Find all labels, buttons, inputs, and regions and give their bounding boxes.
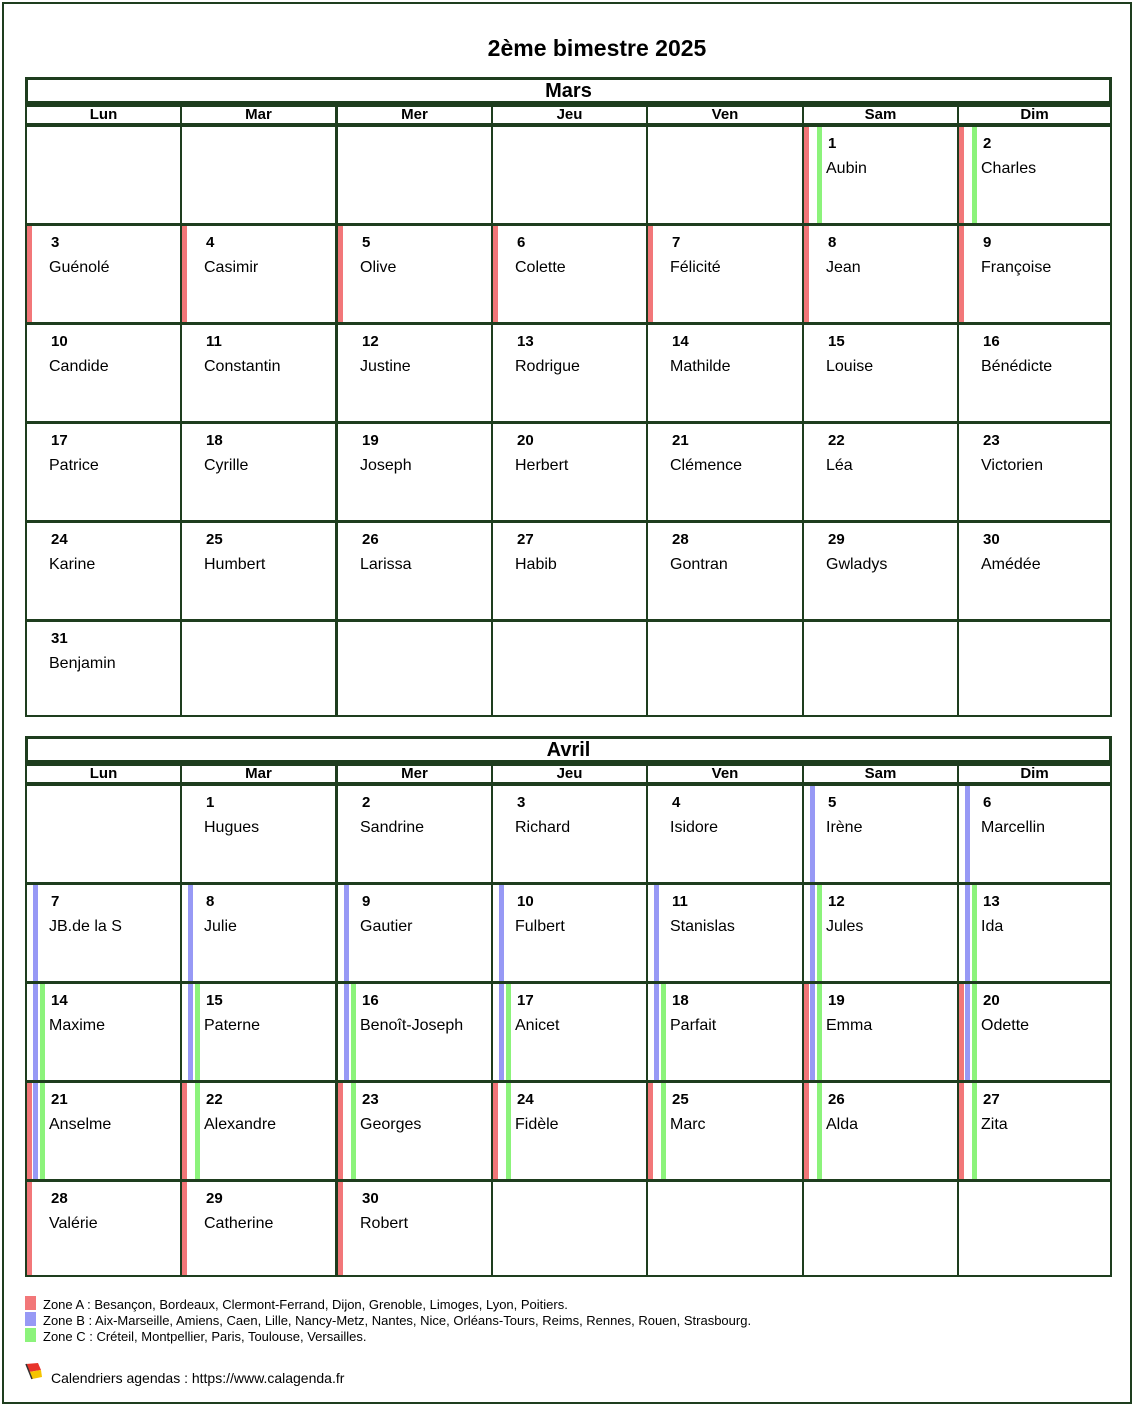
month-block-1 [25, 736, 1112, 1277]
day-cell [802, 224, 959, 324]
day-cell [491, 784, 648, 884]
zone-a-holiday-bar [493, 1083, 498, 1179]
day-number: 2 [983, 135, 992, 152]
day-cell [802, 883, 959, 983]
day-cell [180, 1180, 337, 1277]
empty-cell [646, 125, 804, 225]
zone-a-swatch [25, 1296, 36, 1310]
zone-c-holiday-bar [351, 1083, 356, 1179]
saint-name: Gautier [360, 918, 413, 935]
day-number: 21 [672, 432, 689, 449]
zone-a-holiday-bar [648, 1083, 653, 1179]
day-number: 28 [672, 531, 689, 548]
zone-b-holiday-bar [499, 885, 504, 981]
empty-cell [25, 125, 182, 225]
month-title: Mars [25, 77, 1112, 104]
zone-a-holiday-bar [338, 226, 343, 322]
day-number: 30 [362, 1190, 379, 1207]
zone-b-holiday-bar [188, 984, 193, 1080]
day-cell [646, 422, 804, 522]
saint-name: Valérie [49, 1215, 98, 1232]
saint-name: Mathilde [670, 358, 731, 375]
day-number: 9 [983, 234, 992, 251]
day-number: 23 [983, 432, 1000, 449]
saint-name: Ida [981, 918, 1004, 935]
zone-a-holiday-bar [182, 226, 187, 322]
day-cell [646, 323, 804, 423]
day-cell [25, 1180, 182, 1277]
day-cell [957, 422, 1112, 522]
zone-c-holiday-bar [817, 127, 822, 223]
day-number: 27 [517, 531, 534, 548]
saint-name: Julie [204, 918, 237, 935]
day-cell [802, 125, 959, 225]
day-cell [646, 784, 804, 884]
day-number: 10 [51, 333, 68, 350]
saint-name: JB.de la S [49, 918, 122, 935]
empty-cell [25, 784, 182, 884]
day-cell [180, 224, 337, 324]
day-number: 19 [362, 432, 379, 449]
empty-cell [646, 1180, 804, 1277]
day-cell [802, 784, 959, 884]
zone-b-holiday-bar [33, 1083, 38, 1179]
day-number: 19 [828, 992, 845, 1009]
day-number: 26 [362, 531, 379, 548]
day-header: Mer [336, 763, 493, 784]
day-number: 21 [51, 1091, 68, 1108]
day-number: 4 [206, 234, 215, 251]
zone-c-holiday-bar [972, 127, 977, 223]
empty-cell [646, 620, 804, 717]
day-cell [646, 521, 804, 621]
zone-a-holiday-bar [959, 984, 964, 1080]
page-title: 2ème bimestre 2025 [487, 35, 707, 61]
day-cell [180, 784, 337, 884]
zone-b-holiday-bar [33, 885, 38, 981]
saint-name: Richard [515, 819, 571, 836]
day-number: 11 [206, 333, 222, 350]
day-number: 20 [983, 992, 1000, 1009]
zone-c-holiday-bar [972, 885, 977, 981]
day-cell [957, 224, 1112, 324]
day-cell [336, 323, 493, 423]
empty-cell [802, 620, 959, 717]
saint-name: Fulbert [515, 918, 565, 935]
saint-name: Casimir [204, 259, 259, 276]
day-number: 6 [983, 794, 992, 811]
calagenda-logo-icon [25, 1362, 43, 1380]
saint-name: Alexandre [204, 1116, 277, 1133]
day-number: 15 [828, 333, 845, 350]
footer-text: Calendriers agendas : https://www.calagenda.fr [51, 1370, 345, 1386]
zone-c-holiday-bar [195, 984, 200, 1080]
day-number: 8 [206, 893, 215, 910]
legend-text: Zone B : Aix-Marseille, Amiens, Caen, Lille, Nancy-Metz, Nantes, Nice, Orléans-Tours, Reims, Rennes, Rouen, Strasbourg. [43, 1313, 752, 1328]
day-header: Lun [25, 104, 182, 125]
saint-name: Anicet [515, 1017, 560, 1034]
saint-name: Stanislas [670, 918, 735, 935]
day-cell [336, 422, 493, 522]
day-number: 15 [206, 992, 223, 1009]
day-cell [180, 1081, 337, 1181]
day-number: 29 [206, 1190, 223, 1207]
day-cell [25, 620, 182, 717]
day-number: 11 [672, 893, 688, 910]
empty-cell [491, 620, 648, 717]
day-number: 1 [206, 794, 215, 811]
day-cell [491, 323, 648, 423]
saint-name: Amédée [981, 556, 1041, 573]
saint-name: Maxime [49, 1017, 106, 1034]
saint-name: Gontran [670, 556, 728, 573]
day-number: 16 [362, 992, 379, 1009]
day-cell [957, 784, 1112, 884]
day-cell [25, 323, 182, 423]
saint-name: Herbert [515, 457, 569, 474]
zone-b-holiday-bar [499, 984, 504, 1080]
day-cell [802, 1081, 959, 1181]
saint-name: Georges [360, 1116, 422, 1133]
day-number: 31 [51, 630, 68, 647]
zone-a-holiday-bar [804, 226, 809, 322]
saint-name: Karine [49, 556, 96, 573]
day-number: 13 [983, 893, 1000, 910]
saint-name: Patrice [49, 457, 99, 474]
zone-c-holiday-bar [817, 1083, 822, 1179]
saint-name: Benoît-Joseph [360, 1017, 464, 1034]
empty-cell [491, 125, 648, 225]
empty-cell [957, 1180, 1112, 1277]
month-block-0 [25, 77, 1112, 717]
day-number: 5 [362, 234, 371, 251]
zone-c-holiday-bar [40, 1083, 45, 1179]
day-number: 13 [517, 333, 534, 350]
day-number: 22 [828, 432, 845, 449]
day-number: 2 [362, 794, 371, 811]
saint-name: Robert [360, 1215, 409, 1232]
day-cell [957, 982, 1112, 1082]
zone-b-holiday-bar [965, 984, 970, 1080]
saint-name: Catherine [204, 1215, 274, 1232]
day-cell [25, 883, 182, 983]
day-cell [336, 1180, 493, 1277]
zone-b-holiday-bar [654, 885, 659, 981]
day-cell [646, 883, 804, 983]
day-number: 30 [983, 531, 1000, 548]
saint-name: Fidèle [515, 1116, 559, 1133]
saint-name: Hugues [204, 819, 260, 836]
day-cell [802, 422, 959, 522]
day-number: 25 [206, 531, 223, 548]
day-header: Mer [336, 104, 493, 125]
saint-name: Justine [360, 358, 411, 375]
day-header: Ven [646, 763, 804, 784]
day-cell [336, 521, 493, 621]
saint-name: Paterne [204, 1017, 261, 1034]
zone-a-holiday-bar [959, 226, 964, 322]
day-cell [646, 982, 804, 1082]
zone-c-holiday-bar [351, 984, 356, 1080]
day-number: 3 [51, 234, 60, 251]
saint-name: Benjamin [49, 655, 116, 672]
saint-name: Marcellin [981, 819, 1046, 836]
day-number: 27 [983, 1091, 1000, 1108]
day-number: 18 [672, 992, 689, 1009]
zone-c-holiday-bar [506, 1083, 511, 1179]
day-number: 29 [828, 531, 845, 548]
day-cell [491, 982, 648, 1082]
empty-cell [957, 620, 1112, 717]
day-cell [25, 1081, 182, 1181]
zone-b-holiday-bar [965, 885, 970, 981]
day-number: 25 [672, 1091, 689, 1108]
day-cell [180, 422, 337, 522]
day-cell [336, 982, 493, 1082]
saint-name: Jules [826, 918, 864, 935]
saint-name: Guénolé [49, 259, 110, 276]
day-header: Jeu [491, 763, 648, 784]
saint-name: Constantin [204, 358, 281, 375]
zone-a-holiday-bar [338, 1182, 343, 1275]
day-cell [957, 883, 1112, 983]
day-cell [646, 224, 804, 324]
zone-b-holiday-bar [344, 984, 349, 1080]
zone-a-holiday-bar [27, 1083, 32, 1179]
day-number: 6 [517, 234, 526, 251]
zone-a-holiday-bar [804, 1083, 809, 1179]
day-cell [180, 883, 337, 983]
month-title: Avril [25, 736, 1112, 763]
day-number: 7 [51, 893, 60, 910]
saint-name: Bénédicte [981, 358, 1053, 375]
day-cell [336, 784, 493, 884]
empty-cell [802, 1180, 959, 1277]
saint-name: Félicité [670, 259, 721, 276]
zone-c-holiday-bar [972, 984, 977, 1080]
saint-name: Irène [826, 819, 863, 836]
zone-a-holiday-bar [804, 127, 809, 223]
empty-cell [336, 620, 493, 717]
day-cell [491, 521, 648, 621]
saint-name: Alda [826, 1116, 859, 1133]
zone-a-holiday-bar [27, 226, 32, 322]
day-number: 26 [828, 1091, 845, 1108]
day-cell [957, 323, 1112, 423]
saint-name: Clémence [670, 457, 743, 474]
day-cell [25, 982, 182, 1082]
day-number: 14 [672, 333, 689, 350]
saint-name: Olive [360, 259, 397, 276]
legend-text: Zone A : Besançon, Bordeaux, Clermont-Ferrand, Dijon, Grenoble, Limoges, Lyon, Poitiers. [43, 1297, 568, 1312]
saint-name: Rodrigue [515, 358, 580, 375]
day-header: Mar [180, 104, 337, 125]
day-cell [802, 982, 959, 1082]
empty-cell [491, 1180, 648, 1277]
zone-c-holiday-bar [40, 984, 45, 1080]
zone-a-holiday-bar [648, 226, 653, 322]
day-number: 17 [51, 432, 68, 449]
zone-a-holiday-bar [27, 1182, 32, 1275]
day-header: Dim [957, 104, 1112, 125]
saint-name: Isidore [670, 819, 719, 836]
day-number: 5 [828, 794, 837, 811]
zone-c-holiday-bar [661, 984, 666, 1080]
saint-name: Gwladys [826, 556, 888, 573]
saint-name: Parfait [670, 1017, 717, 1034]
empty-cell [180, 125, 337, 225]
zone-c-holiday-bar [661, 1083, 666, 1179]
day-cell [957, 1081, 1112, 1181]
legend-text: Zone C : Créteil, Montpellier, Paris, Toulouse, Versailles. [43, 1329, 367, 1344]
day-cell [957, 125, 1112, 225]
saint-name: Sandrine [360, 819, 425, 836]
saint-name: Jean [826, 259, 861, 276]
day-header: Mar [180, 763, 337, 784]
saint-name: Odette [981, 1017, 1030, 1034]
saint-name: Aubin [826, 160, 867, 177]
day-number: 10 [517, 893, 534, 910]
saint-name: Anselme [49, 1116, 112, 1133]
day-number: 23 [362, 1091, 379, 1108]
zone-c-holiday-bar [817, 885, 822, 981]
zone-a-holiday-bar [493, 226, 498, 322]
day-header: Jeu [491, 104, 648, 125]
zone-b-holiday-bar [810, 885, 815, 981]
zone-b-holiday-bar [33, 984, 38, 1080]
day-cell [336, 883, 493, 983]
saint-name: Larissa [360, 556, 412, 573]
day-cell [180, 323, 337, 423]
day-cell [336, 224, 493, 324]
zone-a-holiday-bar [338, 1083, 343, 1179]
saint-name: Zita [981, 1116, 1008, 1133]
zone-a-holiday-bar [804, 984, 809, 1080]
zone-c-holiday-bar [972, 1083, 977, 1179]
day-number: 24 [51, 531, 68, 548]
day-number: 20 [517, 432, 534, 449]
zone-c-holiday-bar [195, 1083, 200, 1179]
saint-name: Humbert [204, 556, 266, 573]
saint-name: Emma [826, 1017, 873, 1034]
saint-name: Léa [826, 457, 853, 474]
day-number: 14 [51, 992, 68, 1009]
zone-a-holiday-bar [182, 1083, 187, 1179]
day-number: 8 [828, 234, 837, 251]
day-cell [491, 422, 648, 522]
day-cell [336, 1081, 493, 1181]
day-number: 3 [517, 794, 526, 811]
day-cell [802, 521, 959, 621]
day-cell [25, 521, 182, 621]
zone-b-holiday-bar [810, 984, 815, 1080]
zone-a-holiday-bar [959, 127, 964, 223]
saint-name: Candide [49, 358, 109, 375]
saint-name: Françoise [981, 259, 1052, 276]
day-number: 24 [517, 1091, 534, 1108]
zone-a-holiday-bar [182, 1182, 187, 1275]
zone-b-holiday-bar [344, 885, 349, 981]
day-cell [646, 1081, 804, 1181]
day-cell [25, 224, 182, 324]
day-cell [491, 1081, 648, 1181]
day-header: Sam [802, 104, 959, 125]
saint-name: Habib [515, 556, 557, 573]
day-number: 12 [362, 333, 379, 350]
day-cell [491, 224, 648, 324]
empty-cell [336, 125, 493, 225]
zone-b-swatch [25, 1312, 36, 1326]
day-number: 28 [51, 1190, 68, 1207]
saint-name: Cyrille [204, 457, 249, 474]
saint-name: Joseph [360, 457, 412, 474]
day-cell [180, 982, 337, 1082]
day-number: 9 [362, 893, 371, 910]
day-header: Ven [646, 104, 804, 125]
zone-b-holiday-bar [654, 984, 659, 1080]
saint-name: Victorien [981, 457, 1043, 474]
day-cell [180, 521, 337, 621]
day-header: Lun [25, 763, 182, 784]
day-number: 4 [672, 794, 681, 811]
zone-b-holiday-bar [810, 786, 815, 882]
day-number: 7 [672, 234, 681, 251]
day-number: 18 [206, 432, 223, 449]
zone-c-swatch [25, 1328, 36, 1342]
saint-name: Colette [515, 259, 566, 276]
day-header: Sam [802, 763, 959, 784]
day-number: 17 [517, 992, 534, 1009]
saint-name: Marc [670, 1116, 706, 1133]
saint-name: Charles [981, 160, 1037, 177]
zone-c-holiday-bar [817, 984, 822, 1080]
day-header: Dim [957, 763, 1112, 784]
day-cell [957, 521, 1112, 621]
day-cell [491, 883, 648, 983]
empty-cell [180, 620, 337, 717]
day-number: 12 [828, 893, 845, 910]
zone-b-holiday-bar [188, 885, 193, 981]
day-number: 16 [983, 333, 1000, 350]
day-number: 22 [206, 1091, 223, 1108]
day-cell [25, 422, 182, 522]
day-cell [802, 323, 959, 423]
zone-b-holiday-bar [965, 786, 970, 882]
saint-name: Louise [826, 358, 874, 375]
zone-a-holiday-bar [959, 1083, 964, 1179]
day-number: 1 [828, 135, 837, 152]
zone-c-holiday-bar [506, 984, 511, 1080]
